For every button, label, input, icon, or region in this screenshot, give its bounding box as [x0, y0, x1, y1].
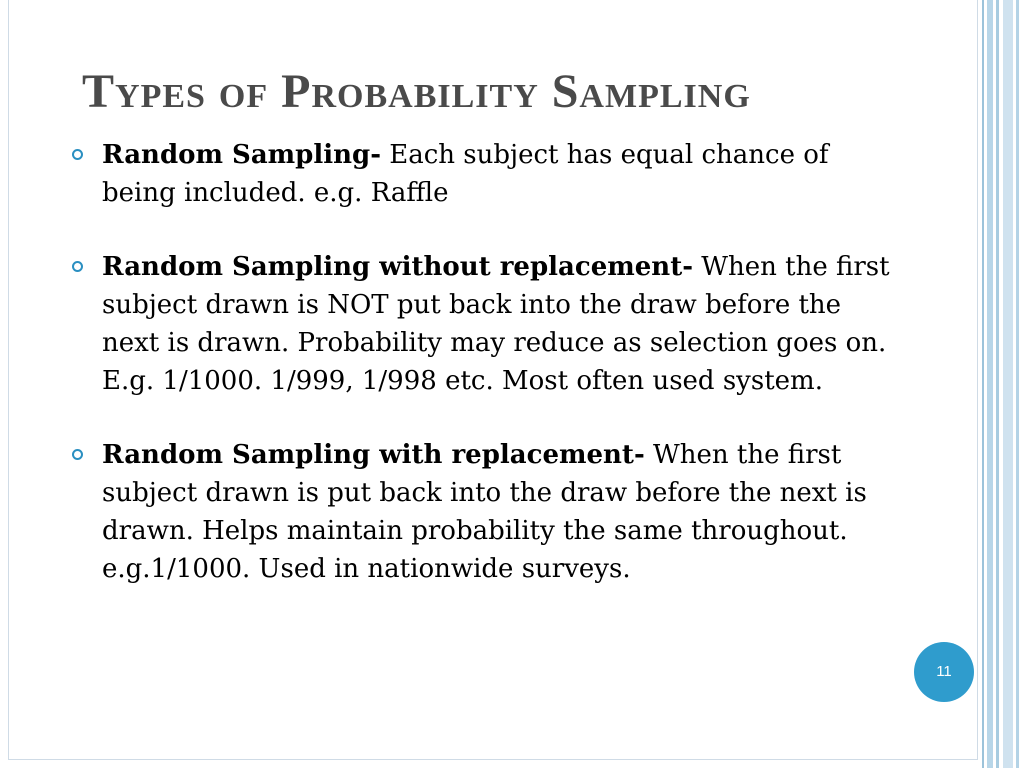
bullet-text: When the first subject drawn is NOT put back into the draw before the next is drawn. Probability may reduce as selection goes on. E.g. 1/1000. 1/999, 1/998 etc. Most often used system. — [102, 252, 890, 396]
decorative-stripe — [982, 0, 984, 768]
decorative-stripe — [1016, 0, 1019, 768]
bullet-item-random-sampling — [72, 136, 892, 212]
bullet-term: Random Sampling without replacement- — [102, 252, 693, 282]
slide-title: Types of Probability Sampling — [82, 65, 751, 118]
bullet-text: When the first subject drawn is put back into the draw before the next is drawn. Helps maintain probability the same throughout. e.g.1/1000. Used in nationwide surveys. — [102, 440, 867, 584]
page-number-badge: 11 — [914, 642, 974, 702]
bullet-circle-icon — [72, 449, 83, 460]
bullet-circle-icon — [72, 261, 83, 272]
decorative-stripe — [1003, 0, 1013, 768]
bullet-circle-icon — [72, 149, 83, 160]
bullet-item-without-replacement — [72, 248, 892, 400]
bullet-term: Random Sampling with replacement- — [102, 440, 645, 470]
bullet-item-with-replacement — [72, 436, 892, 588]
bullet-text: Each subject has equal chance of being included. e.g. Raffle — [102, 140, 829, 208]
bullet-list — [72, 136, 892, 624]
decorative-stripe — [996, 0, 999, 768]
bullet-term: Random Sampling- — [102, 140, 381, 170]
decorative-stripe — [987, 0, 993, 768]
